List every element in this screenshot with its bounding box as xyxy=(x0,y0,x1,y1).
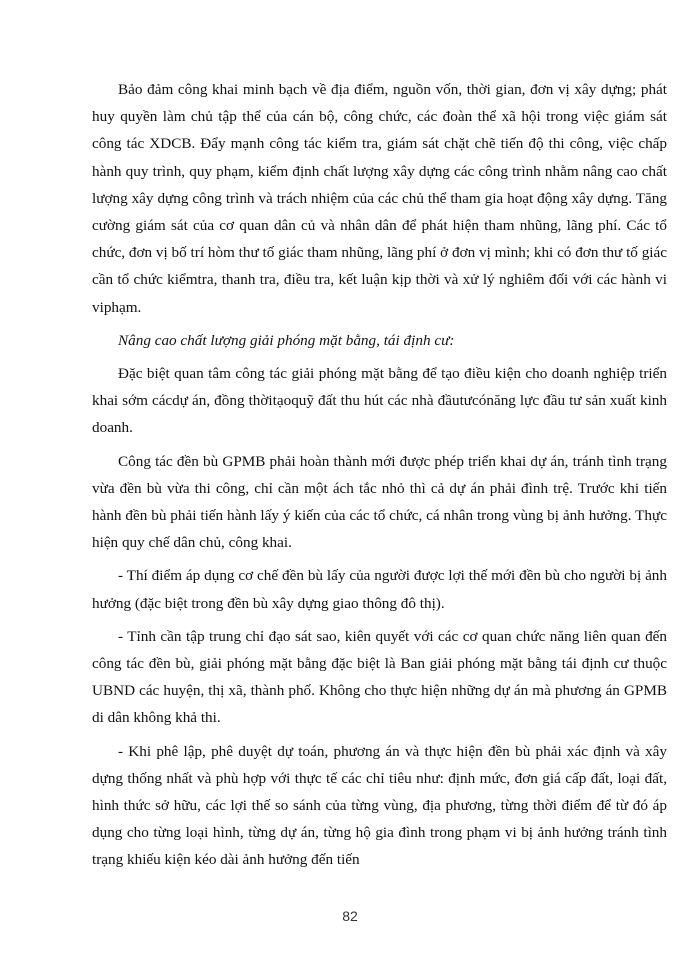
document-body xyxy=(92,76,667,880)
paragraph-estimate-approval: - Khi phê lập, phê duyệt dự toán, phương án và thực hiện đền bù phải xác định và xây dựng thống nhất và phù hợp với thực tế các chỉ tiêu như: định mức, đơn giá cấp đất, loại đất, hình thức sở hữu, các lợi thế so sánh của từng vùng, địa phương, từng thời điểm để từ đó áp dụng cho từng loại hình, từng dự án, từng hộ gia đình trong phạm vi bị ảnh hưởng tránh tình trạng khiếu kiện kéo dài ảnh hưởng đến tiến xyxy=(92,742,667,869)
paragraph-province-direction: - Tỉnh cần tập trung chỉ đạo sát sao, kiên quyết với các cơ quan chức năng liên quan đến công tác đền bù, giải phóng mặt bằng đặc biệt là Ban giải phóng mặt bằng tái định cư thuộc UBND các huyện, thị xã, thành phố. Không cho thực hiện những dự án mà phương án GPMB di dân không khả thi. xyxy=(92,627,667,727)
paragraph-pilot-mechanism: - Thí điểm áp dụng cơ chế đền bù lấy của người được lợi thế mới đền bù cho người bị ảnh hưởng (đặc biệt trong đền bù xây dựng giao thông đô thị). xyxy=(92,567,667,612)
paragraph-site-clearance-attention: Đặc biệt quan tâm công tác giải phóng mặt bằng để tạo điều kiện cho doanh nghiệp triển khai sớm cácdự án, đồng thờitạoquỹ đất thu hút các nhà đầutưcónăng lực đầu tư sản xuất kinh doanh. xyxy=(92,365,667,437)
page-number: 82 xyxy=(342,908,358,924)
paragraph-transparency: Bảo đảm công khai minh bạch về địa điểm, nguồn vốn, thời gian, đơn vị xây dựng; phát huy quyền làm chủ tập thể của cán bộ, công chức, các đoàn thể xã hội trong việc giám sát công tác XDCB. Đẩy mạnh công tác kiểm tra, giám sát chặt chẽ tiến độ thi công, việc chấp hành quy trình, quy phạm, kiểm định chất lượng xây dựng các công trình nhằm nâng cao chất lượng xây dựng công trình và trách nhiệm của các chủ thể tham gia hoạt động xây dựng. Tăng cường giám sát của cơ quan dân củ và nhân dân để phát hiện tham nhũng, lãng phí. Các tổ chức, đơn vị bố trí hòm thư tố giác tham nhũng, lãng phí ở đơn vị mình; khi có đơn thư tố giác cần tổ chức kiểmtra, thanh tra, điều tra, kết luận kịp thời và xử lý nghiêm đối với các hành vi viphạm. xyxy=(92,81,667,316)
section-heading-site-clearance: Nâng cao chất lượng giải phóng mặt bằng, tái định cư: xyxy=(118,331,455,349)
paragraph-compensation-work: Công tác đền bù GPMB phải hoàn thành mới được phép triển khai dự án, tránh tình trạng vừa đền bù vừa thi công, chỉ cần một ách tắc nhỏ thì cả dự án phải đình trệ. Trước khi tiến hành đền bù phải tiến hành lấy ý kiến của các tổ chức, cá nhân trong vùng bị ảnh hưởng. Thực hiện quy chế dân chủ, công khai. xyxy=(92,452,667,552)
